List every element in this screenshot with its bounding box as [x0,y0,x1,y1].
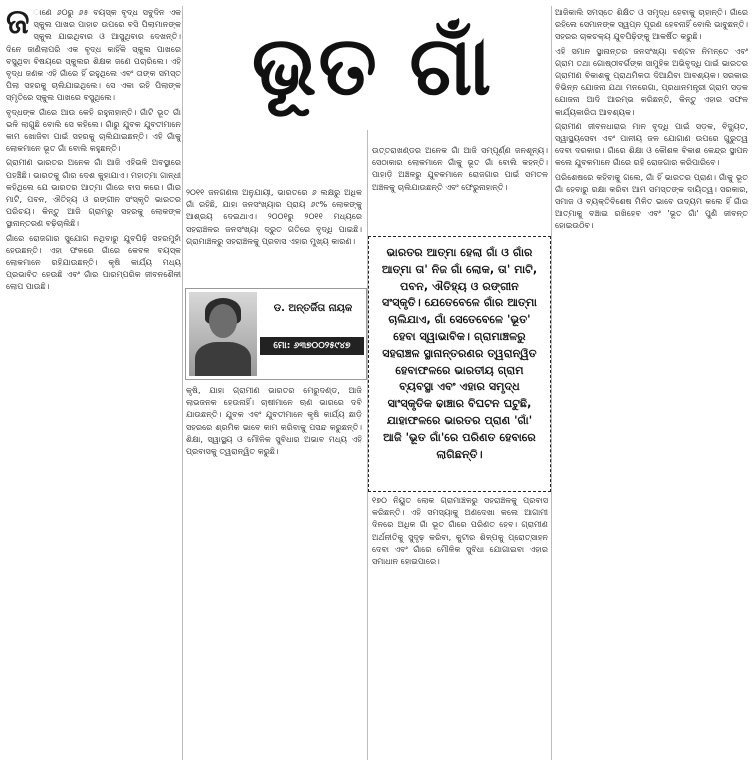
paragraph: ଗାଁରେ ରୋଜଗାର ସୁଯୋଗ ନଥିବାରୁ ଯୁବପିଢ଼ି ସହରମୁହାଁ ହେଉଛନ୍ତି। ଏହା ଫଳରେ ଗାଁରେ କେବଳ ବୟସ୍କ ଲୋକମାନେ ରହିଯାଉଛନ୍ତି। କୃଷି କାର୍ଯ୍ୟ ମଧ୍ୟ ପ୍ରଭାବିତ ହେଉଛି ଏବଂ ଗାଁର ପାରମ୍ପରିକ ଜୀବନଶୈଳୀ ଲୋପ ପାଉଛି। [6,232,181,292]
column-divider [551,6,552,760]
dropcap: ଜ [6,6,30,42]
paragraph: ୨୦୧୧ ଜନଗଣନା ଅନୁଯାୟୀ, ଭାରତରେ ୬ ଲକ୍ଷରୁ ଅଧିକ ଗାଁ ରହିଛି, ଯାହା ଜନସଂଖ୍ୟାର ପ୍ରାୟ ୬୯% ଲୋକଙ୍କୁ ଆଶ୍ରୟ ଦେଇଥାଏ। ୨୦୦୧ରୁ ୨୦୧୧ ମଧ୍ୟରେ ସହରାଞ୍ଚଳର ଜନସଂଖ୍ୟା ଦ୍ରୁତ ଗତିରେ ବୃଦ୍ଧି ପାଇଛି। ଗ୍ରାମାଞ୍ଚଳରୁ ସହରାଞ୍ଚଳକୁ ପ୍ରବାସ ଏହାର ମୁଖ୍ୟ କାରଣ। [186,187,362,246]
article-column-2-continued [186,384,362,756]
paragraph: ଏହି ସମାନ ସ୍ଥାନାନ୍ତର ଜନସଂଖ୍ୟା ବଣ୍ଟନ ନିମନ୍ତେ ଏବଂ ଗ୍ରାମ ତଥା ଗୋଷ୍ଠୀବର୍ଗଙ୍କ ସାମୁହିକ ଅଭିବୃଦ୍ଧି ପାଇଁ ଭାରତର ଗ୍ରାମୀଣ ବିକାଶକୁ ପ୍ରାଥମିକତା ଦିଆଯିବା ଆବଶ୍ୟକ। ସରକାର ବିଭିନ୍ନ ଯୋଜନା ଯଥା ମନରେଗା, ପ୍ରଧାନମନ୍ତ୍ରୀ ଗ୍ରାମ ସଡ଼କ ଯୋଜନା ଆଦି ଆରମ୍ଭ କରିଛନ୍ତି, କିନ୍ତୁ ଏହାର ସଫଳ କାର୍ଯ୍ୟକାରିତା ଆବଶ୍ୟକ। [555,45,748,117]
author-name: ଡ. ଅନ୍ତର୍ଜିତା ନାୟକ [273,303,353,314]
article-column-1 [6,6,181,760]
paragraph: ୧୭୦ ନିୟୁତ ଲୋକ ଗ୍ରାମାଞ୍ଚଳରୁ ସହରାଞ୍ଚଳକୁ ପ୍ରବାସ କରିଛନ୍ତି। ଏହି ସମସ୍ୟାକୁ ଅଣଦେଖା କଲେ ଆଗାମୀ ଦିନରେ ଅଧିକ ଗାଁ ଭୂତ ଗାଁରେ ପରିଣତ ହେବ। ଗ୍ରାମୀଣ ଅର୍ଥନୀତିକୁ ସୁଦୃଢ଼ କରିବା, କୁଟୀର ଶିଳ୍ପକୁ ପ୍ରୋତ୍ସାହନ ଦେବା ଏବଂ ଗାଁରେ ମୌଳିକ ସୁବିଧା ଯୋଗାଇବା ଏହାର ସମାଧାନ ହୋଇପାରେ। [372,495,548,567]
article-column-3-continued [372,494,548,760]
author-phone: ମୋ: ୬୩୭୦୦୨୫୯୪୭ [260,337,364,355]
paragraph: କୃଷି, ଯାହା ଗ୍ରାମୀଣ ଭାରତର ମେରୁଦଣ୍ଡ, ଆଜି ଲାଭଜନକ ହେଉନାହିଁ। ଚାଷୀମାନେ ଋଣ ଭାରରେ ଦବି ଯାଉଛନ୍ତି। ଯୁବକ ଏବଂ ଯୁବତୀମାନେ କୃଷି କାର୍ଯ୍ୟ ଛାଡ଼ି ସହରରେ ଶ୍ରମିକ ଭାବେ କାମ କରିବାକୁ ପସନ୍ଦ କରୁଛନ୍ତି। ଶିକ୍ଷା, ସ୍ୱାସ୍ଥ୍ୟ ଓ ମୌଳିକ ସୁବିଧାର ଅଭାବ ମଧ୍ୟ ଏହି ପ୍ରବାସକୁ ତ୍ୱରାନ୍ୱିତ କରୁଛି। [186,385,362,457]
paragraph: ବୃଦ୍ଧଙ୍କ ଗାଁରେ ଆଉ କେହି ରହୁନାହାନ୍ତି। ଗାଁଟି ଭୂତ ଗାଁ ଭଳି ଲାଗୁଛି ବୋଲି ସେ କହିଲେ। ଗାଁରୁ ଯୁବକ ଯୁବତୀମାନେ କାମ ଖୋଜିବା ପାଇଁ ସହରକୁ ଚାଲିଯାଇଛନ୍ତି। ଏହି ଗାଁକୁ ଲୋକମାନେ ଭୂତ ଗାଁ ବୋଲି କହୁଛନ୍ତି। [6,106,181,154]
article-column-3 [372,144,548,234]
paragraph: ଗ୍ରାମୀଣ ଜୀବନଧାରାର ମାନ ବୃଦ୍ଧି ପାଇଁ ସଡ଼କ, ବିଦ୍ୟୁତ, ସ୍ୱାସ୍ଥ୍ୟସେବା ଏବଂ ପାନୀୟ ଜଳ ଯୋଗାଣ ଉପରେ ଗୁରୁତ୍ୱ ଦେବା ଦରକାର। ଗାଁରେ ଶିକ୍ଷା ଓ କୌଶଳ ବିକାଶ କେନ୍ଦ୍ର ସ୍ଥାପନ କଲେ ଯୁବକମାନେ ଗାଁରେ ରହି ରୋଜଗାର କରିପାରିବେ। [555,120,748,168]
paragraph: ଗ୍ରାମୀଣ ଭାରତର ଅନେକ ଗାଁ ଆଜି ଏହିଭଳି ଅବସ୍ଥାରେ ପହଞ୍ଚିଛି। ଭାରତକୁ ଗାଁର ଦେଶ କୁହାଯାଏ। ମହାତ୍ମା ଗାନ୍ଧୀ କହିଥିଲେ ଯେ ଭାରତର ଆତ୍ମା ଗାଁରେ ବାସ କରେ। ଗାଁର ମାଟି, ପବନ, ଐତିହ୍ୟ ଓ ରଙ୍ଗୀନ ସଂସ୍କୃତି ଭାରତର ପରିଚୟ। କିନ୍ତୁ ଆଜି ଗ୍ରାମରୁ ସହରକୁ ଲୋକଙ୍କ ସ୍ଥାନାନ୍ତରଣ ବଢ଼ିଚାଲିଛି। [6,157,181,229]
article-column-4 [555,6,748,760]
author-box [185,288,367,380]
column-divider [182,6,183,760]
pull-quote: ଭାରତର ଆତ୍ମା ହେଲା ଗାଁ ଓ ଗାଁର ଆତ୍ମା ତା' ନିଜ ଗାଁ ଲୋକ, ତା' ମାଟି, ପବନ, ଐତିହ୍ୟ ଓ ରଙ୍ଗୀନ ସଂସ୍କୃତି। ଯେତେବେଳେ ଗାଁର ଆତ୍ମା ଚାଲିଯାଏ, ଗାଁ ସେତେବେଳେ 'ଭୂତ' ହେବା ସ୍ୱାଭାବିକ। ଗ୍ରାମାଞ୍ଚଳରୁ ସହରାଞ୍ଚଳ ସ୍ଥାନାନ୍ତରଣର ତ୍ୱରାନ୍ୱିତ ହେବାଫଳରେ ଭାରତୀୟ ଗ୍ରାମ ବ୍ୟବସ୍ଥା ଏବଂ ଏହାର ସମୃଦ୍ଧ ସାଂସ୍କୃତିକ ଢାଞ୍ଚାର ବିଘଟନ ଘଟୁଛି, ଯାହାଫଳରେ ଭାରତର ପ୍ରାଣ 'ଗାଁ' ଆଜି 'ଭୂତ ଗାଁ'ରେ ପରିଣତ ହେବାରେ ଲାଗିଛନ୍ତି। [368,236,551,492]
author-photo [189,292,257,376]
paragraph: ଆଜିକାଲି ସମସ୍ତେ ଶିକ୍ଷିତ ଓ ସମୃଦ୍ଧ ହେବାକୁ ଚାହାନ୍ତି। ଗାଁରେ ରହିଲେ ସେମାନଙ୍କ ସ୍ୱପ୍ନ ପୂରଣ ହେବନାହିଁ ବୋଲି ଭାବୁଛନ୍ତି। ସହରର ଚାକଚକ୍ୟ ଯୁବପିଢ଼ିଙ୍କୁ ଆକର୍ଷିତ କରୁଛି। [555,7,748,42]
article-column-2 [186,186,362,284]
article-title: ଭୂତ ଗାଁ [251,19,494,114]
paragraph: ପରିଶେଷରେ କହିବାକୁ ଗଲେ, ଗାଁ ହିଁ ଭାରତର ପ୍ରାଣ। ଗାଁକୁ ଭୂତ ଗାଁ ହେବାରୁ ରକ୍ଷା କରିବା ଆମ ସମସ୍ତଙ୍କ ଦାୟିତ୍ୱ। ସରକାର, ସମାଜ ଓ ବ୍ୟକ୍ତିବିଶେଷ ମିଳିତ ଭାବେ ଉଦ୍ୟମ କଲେ ହିଁ ଗାଁର ଆତ୍ମାକୁ ବଞ୍ଚାଇ ରଖିହେବ ଏବଂ 'ଭୂତ ଗାଁ' ପୁଣି ଜୀବନ୍ତ ହୋଇଉଠିବ। [555,171,748,231]
paragraph: ଉତ୍ତରାଖଣ୍ଡର ଅନେକ ଗାଁ ଆଜି ସମ୍ପୂର୍ଣ୍ଣ ଜନଶୂନ୍ୟ। ସେଠାକାର ଲୋକମାନେ ଗାଁକୁ ଭୂତ ଗାଁ ବୋଲି କହନ୍ତି। ପାହାଡ଼ି ଅଞ୍ଚଳରୁ ଯୁବକମାନେ ରୋଜଗାର ପାଇଁ ସମତଳ ଅଞ୍ଚଳକୁ ଚାଲିଯାଉଛନ୍ତି ଏବଂ ଫେରୁନାହାନ୍ତି। [372,145,548,192]
paragraph: ାଣେ ୬୦ରୁ ୬୫ ବୟସ୍କ ବୃଦ୍ଧ ସବୁଦିନ ଏକ ସ୍କୁଲ ପାଖର ପାହାଚ ଉପରେ ବସି ପିଲାମାନଙ୍କ ସ୍କୁଲ ଯାଇଥିବାର ଓ ଆସୁଥିବାର ଦେଖନ୍ତି। ଦିନେ ଜାଣିଲାପରି ଏକ ବୃଦ୍ଧ କାହିଁକି ସ୍କୁଲ ପାଖରେ ବସୁଥିବା ବିଷୟରେ ସ୍କୁଲର ଶିକ୍ଷକ ଜଣେ ପଚାରିଲେ। ଏହି ବୃଦ୍ଧ ଜଣକ ଏହି ଗାଁରେ ହିଁ ରହୁଥିଲେ ଏବଂ ତାଙ୍କ ସମସ୍ତ ପିଲା ସହରକୁ ଚାଲିଯାଇଥିଲେ। ସେ ଏକା ରହି ପିଲାଙ୍କ ସ୍ମୃତିରେ ସ୍କୁଲ ପାଖରେ ବସୁଥିଲେ। [6,7,181,103]
